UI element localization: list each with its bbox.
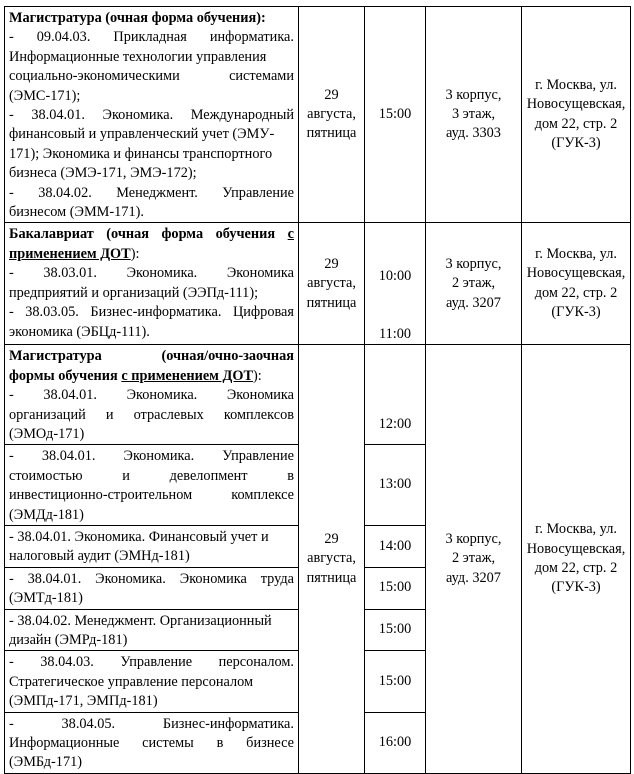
time-value: 11:00 <box>378 325 412 342</box>
time-value: 16:00 <box>378 734 412 750</box>
program-word: предприятий и организаций (ЭЭПд-111); <box>9 284 259 301</box>
table-row <box>5 7 631 223</box>
program-cell <box>5 7 299 223</box>
time-value: 10:00 <box>378 268 412 285</box>
room-cell <box>426 7 522 223</box>
address-line: г. Москва, ул. <box>535 246 617 263</box>
program-word: системы <box>142 735 194 751</box>
program-line <box>9 106 294 125</box>
program-word: Экономика. <box>102 107 174 124</box>
program-word: налоговый аудит (ЭМНд-181) <box>9 548 190 565</box>
program-list <box>9 386 294 444</box>
program-word: (ЭМС-171); <box>9 87 81 104</box>
address-line: г. Москва, ул. <box>535 521 617 538</box>
program-word: Менеджмент. <box>116 184 198 201</box>
program-line <box>9 715 294 734</box>
date-cell <box>299 223 365 345</box>
program-line <box>9 486 294 505</box>
room-cell <box>426 223 522 345</box>
program-word: - <box>9 654 14 671</box>
program-word: и <box>105 406 114 423</box>
program-word: в <box>216 735 224 751</box>
room-floor: 2 этаж, <box>451 275 496 292</box>
program-word: Управление <box>222 184 294 201</box>
program-word: Экономика <box>179 570 247 587</box>
program-word: 38.04.01. <box>41 448 96 465</box>
program-line <box>9 528 294 547</box>
program-line <box>9 386 294 405</box>
date-day: 29 <box>324 255 339 272</box>
program-word: Бизнес-информатика. <box>162 715 294 732</box>
date-weekday: пятница <box>306 569 357 586</box>
program-word: комплексе <box>231 487 294 504</box>
program-word: бизнеса (ЭМЭ-171, ЭМЭ-172); <box>9 165 197 182</box>
program-word: Цифровая <box>232 304 294 321</box>
program-cell <box>5 609 299 651</box>
time-cell <box>365 712 426 773</box>
time-value: 14:00 <box>378 537 412 554</box>
room-cell <box>426 345 522 774</box>
address-line: Новосущевская, <box>526 96 626 113</box>
program-word: и <box>122 467 130 484</box>
program-line <box>9 264 294 283</box>
time-value: 15:00 <box>378 579 412 596</box>
program-list <box>9 570 294 609</box>
table-row <box>5 223 631 345</box>
program-word: 38.04.03. <box>40 654 94 671</box>
program-list <box>9 447 294 525</box>
program-line <box>9 145 294 164</box>
address-line: (ГУК-3) <box>551 579 601 596</box>
program-word: (ЭМТд-181) <box>9 590 83 607</box>
program-word: Стратегическое управление персоналом <box>9 673 254 690</box>
time-cell <box>365 651 426 712</box>
program-line <box>9 67 294 86</box>
program-word: Экономика <box>226 265 294 282</box>
program-word: 38.03.01. <box>43 265 97 282</box>
program-word: - 38.04.02. Менеджмент. Организационный <box>9 612 272 629</box>
time-cell <box>365 7 426 223</box>
program-line <box>9 631 294 650</box>
program-word: 38.04.05. <box>61 715 116 732</box>
program-list <box>9 612 294 651</box>
program-cell <box>5 712 299 773</box>
time-value: 15:00 <box>378 621 412 638</box>
program-word: в <box>287 467 294 484</box>
program-word: Прикладная <box>113 29 187 46</box>
program-word: финансовый и управленческий учет (ЭМУ- <box>9 126 275 143</box>
program-word: информатика. <box>209 29 294 46</box>
program-word: инвестиционно-строительном <box>9 487 193 504</box>
time-cell <box>365 525 426 567</box>
program-word: труда <box>260 570 294 587</box>
program-word: - <box>9 304 14 321</box>
schedule-table <box>4 6 631 774</box>
program-word: 38.03.05. <box>25 304 79 321</box>
program-line <box>9 467 294 486</box>
time-value: 15:00 <box>378 106 412 123</box>
room-floor: 2 этаж, <box>451 550 496 567</box>
program-word: девелопмент <box>169 467 248 484</box>
time-value: 15:00 <box>378 672 412 689</box>
date-day: 29 <box>324 530 339 547</box>
program-word: 38.04.01. <box>31 107 85 124</box>
group-heading: Магистратура (очная форма обучения): <box>9 10 266 26</box>
program-word: Экономика. <box>126 265 198 282</box>
program-line <box>9 87 294 106</box>
program-word: Информационные <box>9 735 120 751</box>
program-word: (ЭМОд-171) <box>9 425 85 442</box>
program-line <box>9 323 294 342</box>
program-line <box>9 303 294 322</box>
program-line <box>9 570 294 589</box>
address-line: дом 22, стр. 2 <box>534 115 618 132</box>
program-line <box>9 673 294 692</box>
program-word: стоимостью <box>9 467 83 484</box>
address-line: Новосущевская, <box>526 540 626 557</box>
program-word: Экономика <box>226 387 294 404</box>
program-word: Управление <box>120 654 193 671</box>
program-line <box>9 28 294 47</box>
program-word: 09.04.03. <box>36 29 91 46</box>
program-line <box>9 406 294 425</box>
program-word: Бизнес-информатика. <box>90 304 222 321</box>
date-month: августа, <box>307 550 356 567</box>
program-word: - <box>9 448 14 465</box>
date-day: 29 <box>324 86 339 103</box>
program-word: - <box>9 715 14 732</box>
program-line <box>9 284 294 303</box>
program-word: Информационные технологии управления <box>9 48 267 65</box>
address-cell <box>522 7 631 223</box>
date-month: августа, <box>307 106 356 123</box>
program-word: - <box>9 265 14 282</box>
group-heading: Бакалавриат (очная форма обучения с применением ДОТ): <box>9 226 294 262</box>
program-cell <box>5 651 299 712</box>
program-line <box>9 734 294 753</box>
date-weekday: пятница <box>306 294 357 311</box>
time-cell <box>365 445 426 526</box>
room-building: 3 корпус, <box>445 530 502 547</box>
program-cell <box>5 445 299 526</box>
program-word: Экономика. <box>95 570 166 587</box>
program-line <box>9 164 294 183</box>
room-building: 3 корпус, <box>445 255 502 272</box>
program-word: системами <box>229 68 294 85</box>
program-line <box>9 125 294 144</box>
date-month: августа, <box>307 275 356 292</box>
time-value: 12:00 <box>378 415 412 432</box>
program-word: отраслевых <box>133 406 204 423</box>
time-cell <box>365 609 426 651</box>
program-word: социально-экономическими <box>9 68 180 85</box>
program-list <box>9 528 294 567</box>
time-value: 13:00 <box>378 476 412 493</box>
program-line <box>9 184 294 203</box>
program-list <box>9 28 294 222</box>
program-cell <box>5 567 299 609</box>
program-word: (ЭМДд-181) <box>9 506 84 523</box>
program-line <box>9 203 294 222</box>
program-line <box>9 547 294 566</box>
address-line: Новосущевская, <box>526 265 626 282</box>
program-word: 38.04.01. <box>27 570 82 587</box>
address-cell <box>522 345 631 774</box>
group-heading: Магистратура (очная/очно-заочная <box>9 348 294 365</box>
date-cell <box>299 7 365 223</box>
program-word: 171); Экономика и финансы транспортного <box>9 145 273 162</box>
address-cell <box>522 223 631 345</box>
date-weekday: пятница <box>306 125 357 142</box>
address-line: (ГУК-3) <box>551 304 601 321</box>
room-number: ауд. 3207 <box>446 569 501 586</box>
program-line <box>9 653 294 672</box>
address-line: (ГУК-3) <box>551 135 601 152</box>
program-word: персоналом. <box>218 654 294 671</box>
date-cell <box>299 345 365 774</box>
group-heading-cont: формы обучения с применением ДОТ): <box>9 367 262 384</box>
program-word: комплексов <box>223 406 294 423</box>
address-line: г. Москва, ул. <box>535 76 617 93</box>
room-number: ауд. 3303 <box>446 125 501 142</box>
program-word: - 38.04.01. Экономика. Финансовый учет и <box>9 528 269 545</box>
program-word: 38.04.01. <box>43 387 97 404</box>
program-word: Экономика. <box>123 448 195 465</box>
program-word: (ЭМБд-171) <box>9 754 83 771</box>
program-line <box>9 692 294 711</box>
program-word: бизнесе <box>246 735 294 751</box>
program-word: организаций <box>9 406 86 423</box>
program-cell <box>5 525 299 567</box>
program-cell <box>5 223 299 345</box>
program-word: 38.04.02. <box>38 184 92 201</box>
program-list <box>9 264 294 342</box>
program-word: - <box>9 107 14 124</box>
program-word: экономика (ЭБЦд-111). <box>9 323 150 340</box>
program-word: - <box>9 387 14 404</box>
program-line <box>9 48 294 67</box>
program-word: бизнесом (ЭММ-171). <box>9 204 144 221</box>
program-word: Международный <box>190 107 294 124</box>
program-word: дизайн (ЭМРд-181) <box>9 631 128 648</box>
address-line: дом 22, стр. 2 <box>534 560 618 577</box>
room-number: ауд. 3207 <box>446 294 501 311</box>
program-line <box>9 612 294 631</box>
program-word: Экономика. <box>126 387 198 404</box>
program-line <box>9 425 294 444</box>
program-line <box>9 589 294 608</box>
time-cell <box>365 345 426 445</box>
program-line <box>9 506 294 525</box>
program-word: - <box>9 184 14 201</box>
address-line: дом 22, стр. 2 <box>534 284 618 301</box>
time-cell <box>365 567 426 609</box>
program-word: - <box>9 29 14 46</box>
program-word: - <box>9 570 14 587</box>
program-word: Управление <box>222 448 294 465</box>
time-cell <box>365 223 426 345</box>
table-row <box>5 345 631 445</box>
program-list <box>9 653 294 711</box>
program-cell <box>5 345 299 445</box>
program-line <box>9 753 294 772</box>
room-building: 3 корпус, <box>445 86 502 103</box>
program-word: (ЭМПд-171, ЭМПд-181) <box>9 693 158 710</box>
program-list <box>9 715 294 773</box>
program-line <box>9 447 294 466</box>
room-floor: 3 этаж, <box>451 106 496 123</box>
